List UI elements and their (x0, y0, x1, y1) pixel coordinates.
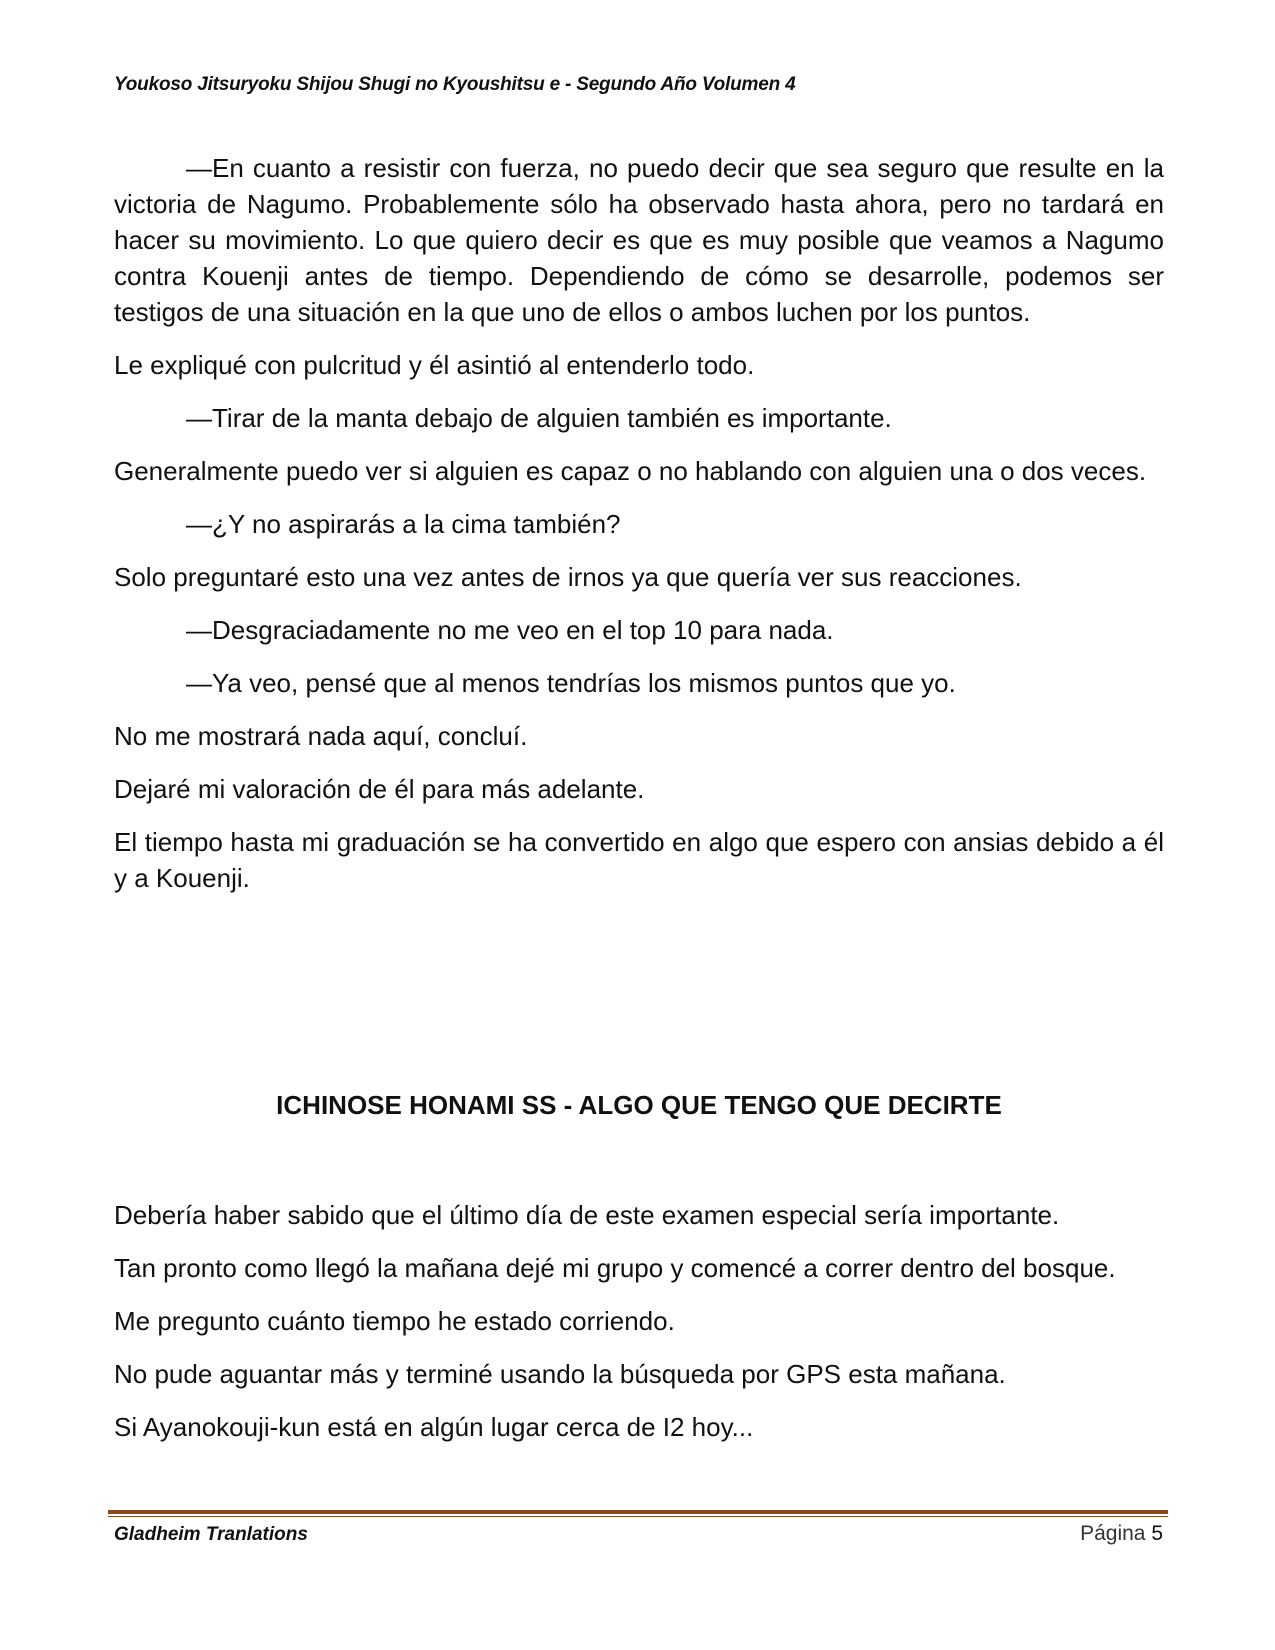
page-label: Página (1080, 1522, 1146, 1545)
paragraph: Dejaré mi valoración de él para más adelante. (114, 774, 645, 804)
paragraph: —Desgraciadamente no me veo en el top 10 para nada. (186, 615, 834, 645)
body-text-top (114, 150, 1164, 896)
running-header: Youkoso Jitsuryoku Shijou Shugi no Kyoushitsu e - Segundo Año Volumen 4 (114, 74, 796, 95)
section-title: ICHINOSE HONAMI SS - ALGO QUE TENGO QUE DECIRTE (276, 1090, 1002, 1120)
page-number: 5 (1151, 1522, 1163, 1545)
page-number-label (1080, 1522, 1163, 1546)
paragraph: Debería haber sabido que el último día de este examen especial sería importante. (114, 1200, 1060, 1230)
footer-publisher: Gladheim Tranlations (114, 1524, 308, 1545)
footer-divider-thin (108, 1516, 1168, 1517)
footer-divider (108, 1510, 1168, 1514)
paragraph: Me pregunto cuánto tiempo he estado corriendo. (114, 1306, 675, 1336)
paragraph: No me mostrará nada aquí, concluí. (114, 721, 528, 751)
paragraph: Solo preguntaré esto una vez antes de irnos ya que quería ver sus reacciones. (114, 562, 1022, 592)
paragraph: —¿Y no aspirarás a la cima también? (186, 509, 621, 539)
paragraph: No pude aguantar más y terminé usando la búsqueda por GPS esta mañana. (114, 1359, 1006, 1389)
paragraph: Tan pronto como llegó la mañana dejé mi grupo y comencé a correr dentro del bosque. (114, 1253, 1116, 1283)
paragraph: —Tirar de la manta debajo de alguien también es importante. (186, 403, 892, 433)
body-text-bottom (114, 1197, 1164, 1462)
paragraph: —En cuanto a resistir con fuerza, no puedo decir que sea seguro que resulte en la victoria de Nagumo. Probablemente sólo ha observado hasta ahora, pero no tardará en hacer su movimiento. Lo que quiero decir es que es muy posible que veamos a Nagumo contra Kouenji antes de tiempo. Dependiendo de cómo se desarrolle, podemos ser testigos de una situación en la que uno de ellos o ambos luchen por los puntos. (114, 153, 1164, 327)
paragraph: Generalmente puedo ver si alguien es capaz o no hablando con alguien una o dos veces. (114, 456, 1147, 486)
paragraph: —Ya veo, pensé que al menos tendrías los mismos puntos que yo. (186, 668, 956, 698)
paragraph: El tiempo hasta mi graduación se ha convertido en algo que espero con ansias debido a él y a Kouenji. (114, 827, 1164, 893)
paragraph: Le expliqué con pulcritud y él asintió al entenderlo todo. (114, 350, 755, 380)
paragraph: Si Ayanokouji-kun está en algún lugar cerca de I2 hoy... (114, 1412, 754, 1442)
